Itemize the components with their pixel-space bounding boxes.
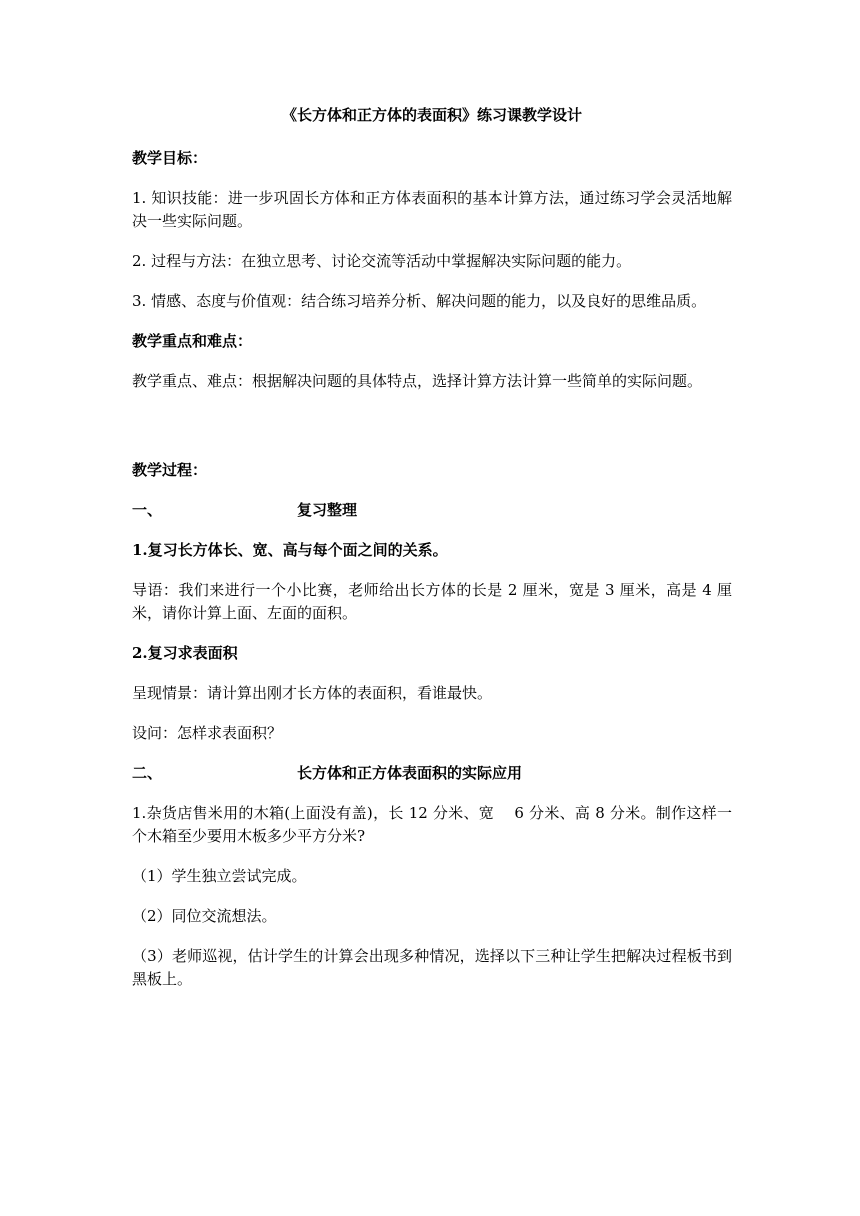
document-content [132,104,732,1008]
step-item: （3）老师巡视，估计学生的计算会出现多种情况，选择以下三种让学生把解决过程板书到黑板上。 [132,947,732,988]
step-item: （1）学生独立尝试完成。 [132,867,307,885]
blank-gap [132,410,732,459]
section-title: 长方体和正方体表面积的实际应用 [297,764,523,782]
document-title: 《长方体和正方体的表面积》练习课教学设计 [281,106,582,124]
subsection-heading: 2.复习求表面积 [132,644,238,662]
section-number: 二、 [132,764,163,782]
objective-item: 1. 知识技能：进一步巩固长方体和正方体表面积的基本计算方法，通过练习学会灵活地解决一些实际问题。 [132,189,732,230]
section-heading-review [132,499,732,522]
paragraph: 设问：怎样求表面积？ [132,724,283,742]
objectives-heading: 教学目标： [132,149,208,167]
objective-item: 2. 过程与方法：在独立思考、讨论交流等活动中掌握解决实际问题的能力。 [132,252,632,270]
subsection-heading: 1.复习长方体长、宽、高与每个面之间的关系。 [132,541,448,559]
section-heading-application [132,762,732,785]
key-points-heading: 教学重点和难点： [132,332,253,350]
paragraph: 导语：我们来进行一个小比赛，老师给出长方体的长是 2 厘米，宽是 3 厘米，高是 4 厘米，请你计算上面、左面的面积。 [132,581,732,622]
paragraph: 呈现情景：请计算出刚才长方体的表面积，看谁最快。 [132,684,493,702]
section-number: 一、 [132,501,163,519]
step-item: （2）同位交流想法。 [132,907,277,925]
section-title: 复习整理 [297,501,358,519]
objective-item: 3. 情感、态度与价值观：结合练习培养分析、解决问题的能力，以及良好的思维品质。 [132,292,707,310]
key-points-text: 教学重点、难点：根据解决问题的具体特点，选择计算方法计算一些简单的实际问题。 [132,372,703,390]
problem-text: 1.杂货店售米用的木箱(上面没有盖)，长 12 分米、宽 6 分米、高 8 分米。制作这样一个木箱至少要用木板多少平方分米? [132,804,732,845]
process-heading: 教学过程： [132,461,208,479]
